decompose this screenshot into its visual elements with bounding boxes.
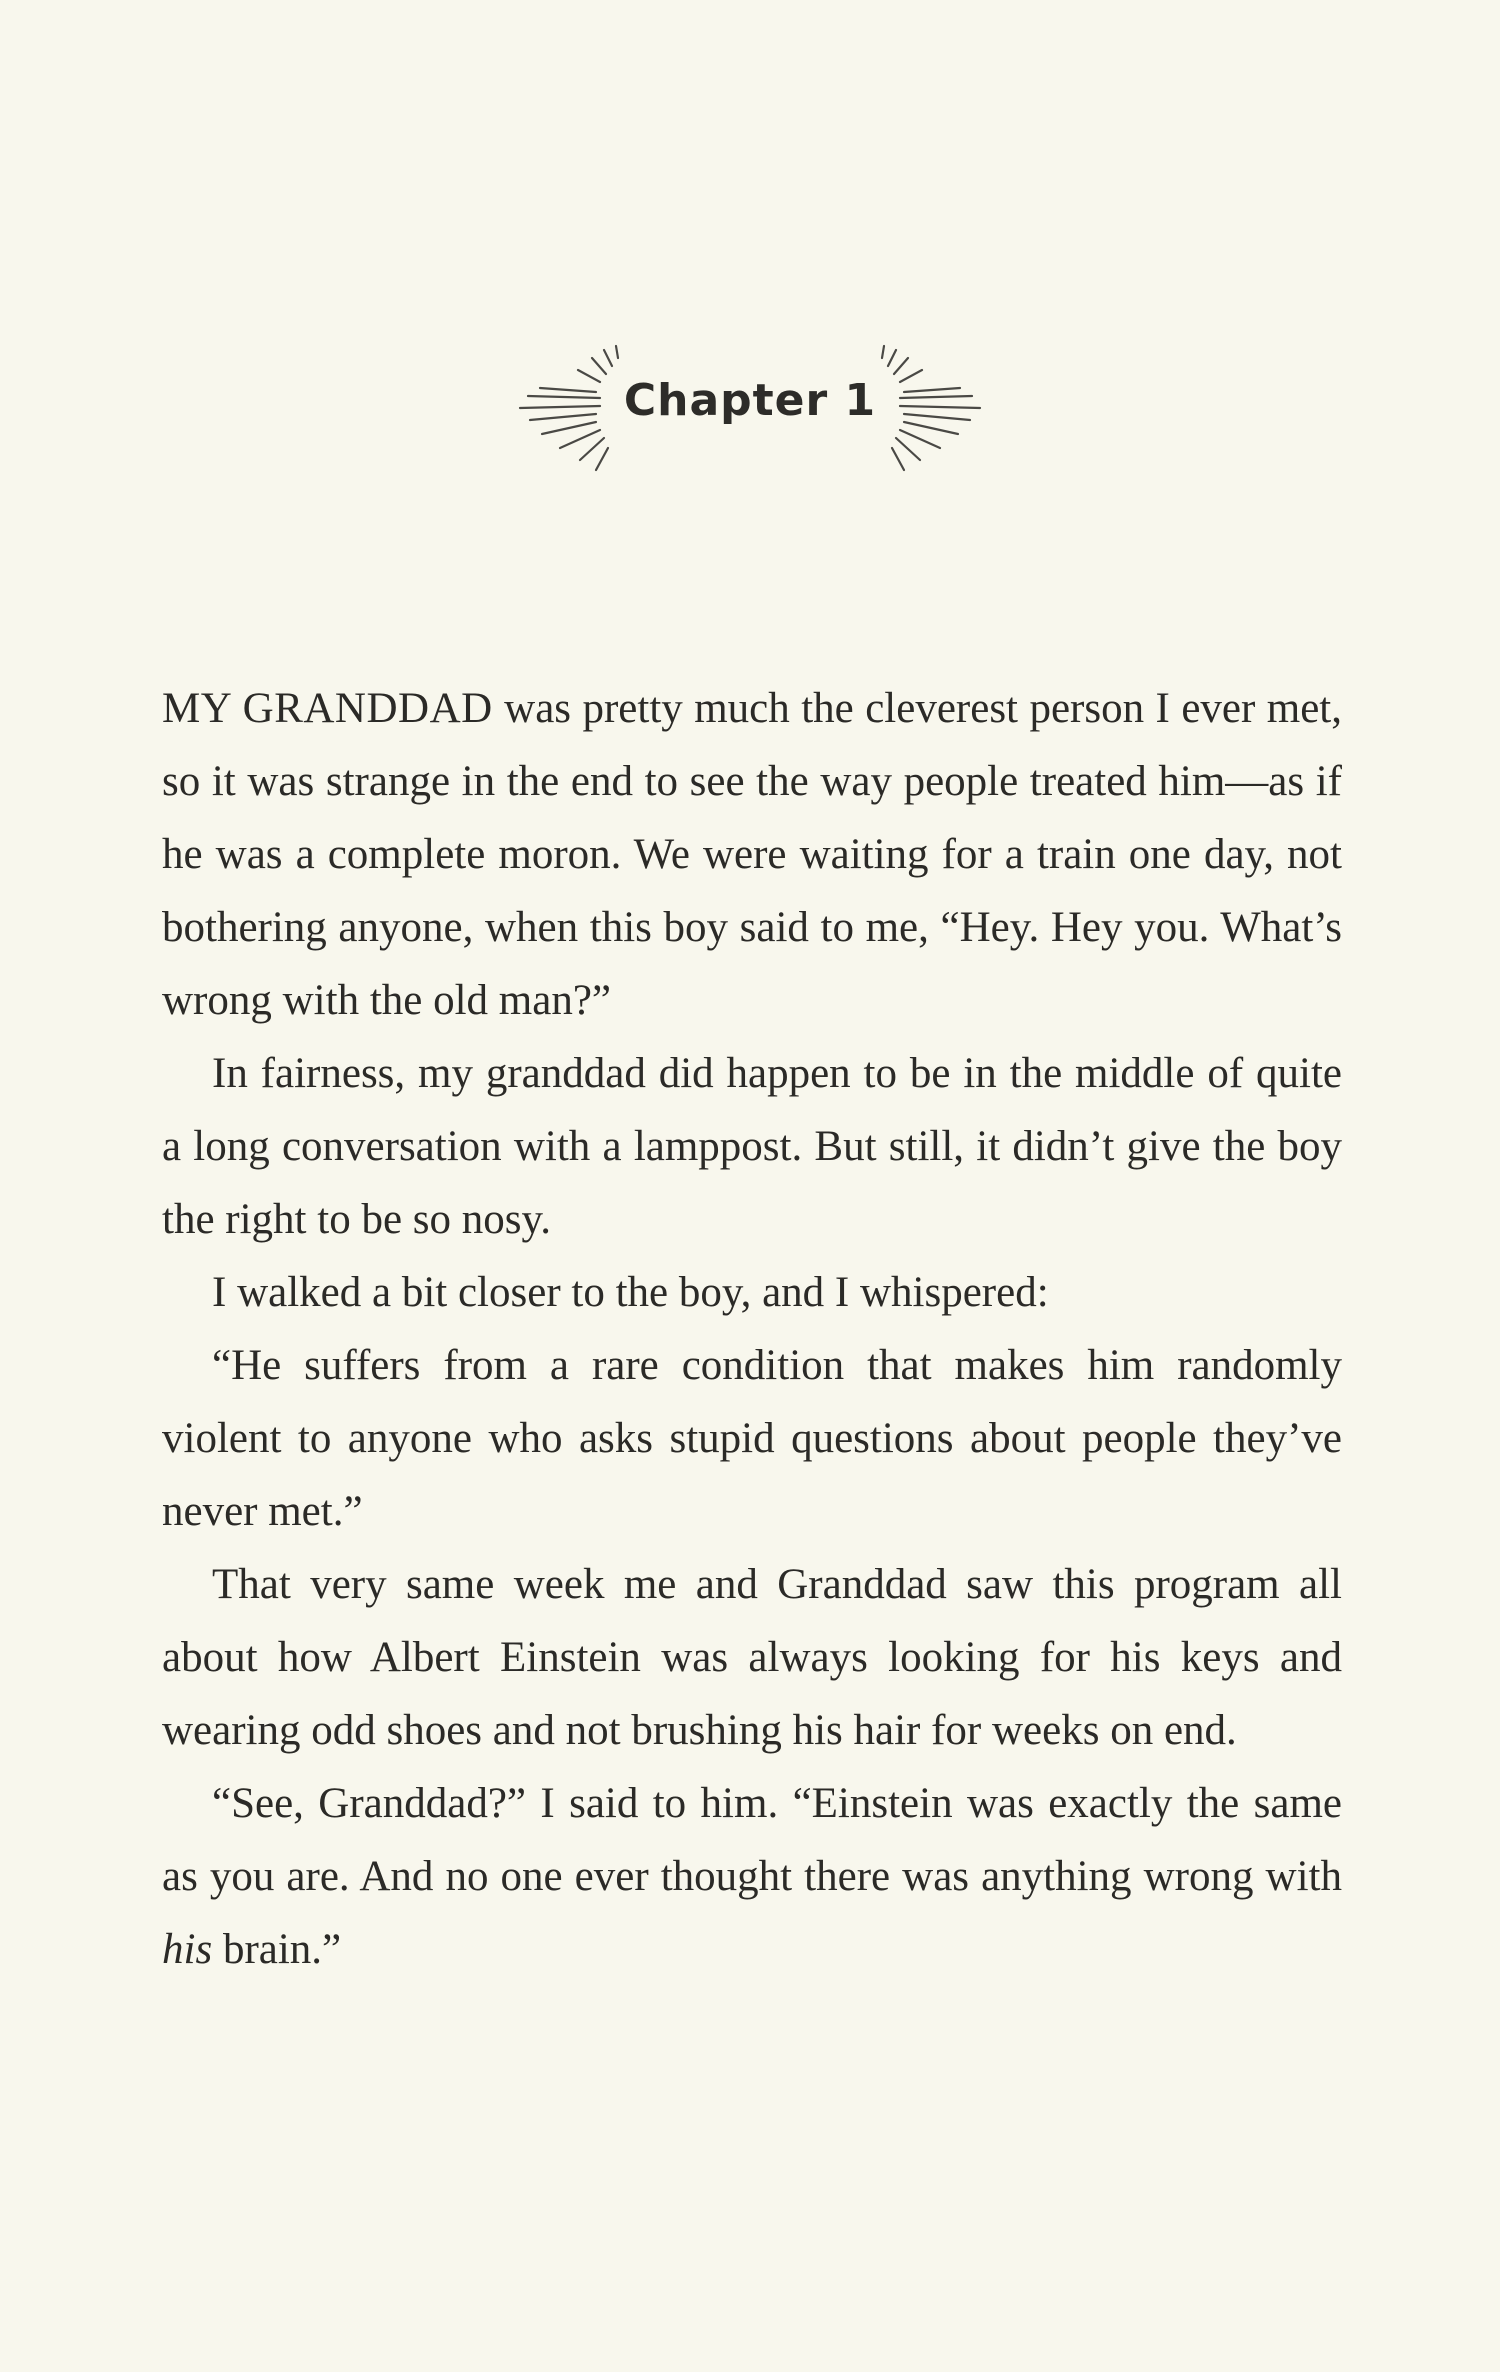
paragraph-5: That very same week me and Granddad saw this program all about how Albert Einstein was always looking for his keys and wearing odd shoes and not brushing his hair for weeks on end.: [162, 1561, 1342, 1754]
paragraph-lead: MY GRANDDAD: [162, 685, 493, 732]
paragraph-4: “He suffers from a rare condition that makes him randomly violent to anyone who asks stupid questions about people they’ve never met.”: [162, 1342, 1342, 1535]
paragraph-1: [162, 672, 1342, 1037]
paragraph-3: I walked a bit closer to the boy, and I whispered:: [212, 1269, 1049, 1316]
chapter-title: Chapter 1: [623, 375, 877, 426]
chapter-body: [162, 672, 1342, 1986]
chapter-heading: [500, 330, 1000, 510]
paragraph-text: “See, Granddad?” I said to him. “Einstein was exactly the same as you are. And no one ever thought there was anything wrong with: [162, 1780, 1342, 1900]
emphasized-word: his: [162, 1926, 213, 1973]
paragraph-text: was pretty much the cleverest person I ever met, so it was strange in the end to see the way people treated him—as if he was a complete moron. We were waiting for a train one day, not bothering anyone, when this boy said to me, “Hey. Hey you. What’s wrong with the old man?”: [162, 685, 1342, 1024]
paragraph-6: [162, 1767, 1342, 1986]
paragraph-text-end: brain.”: [212, 1926, 342, 1973]
paragraph-2: In fairness, my granddad did happen to be in the middle of quite a long conversation with a lamppost. But still, it didn’t give the boy the right to be so nosy.: [162, 1050, 1342, 1243]
